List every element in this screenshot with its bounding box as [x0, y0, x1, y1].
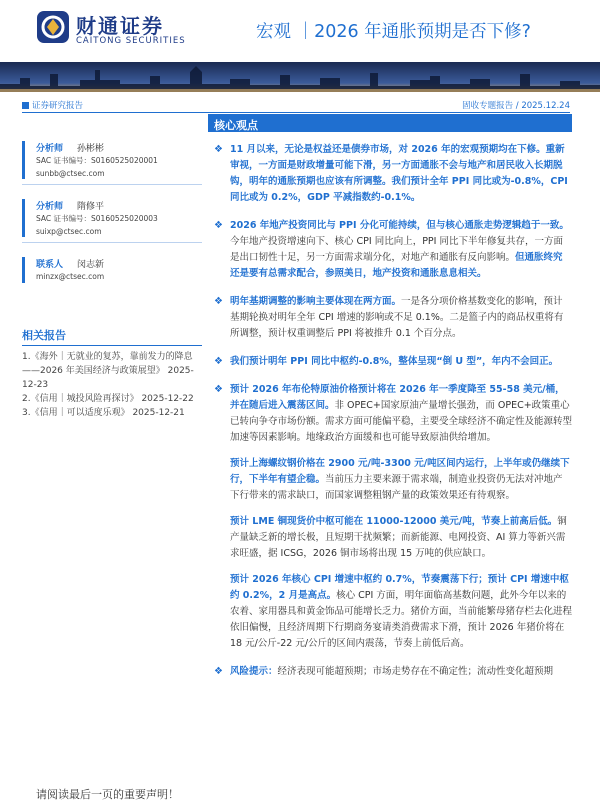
contact-email[interactable]: minzx@ctsec.com	[36, 272, 105, 281]
analyst-name: 孙彬彬	[77, 144, 105, 154]
diamond-bullet-icon: ❖	[214, 384, 223, 395]
contact-card	[22, 242, 202, 287]
report-title: 宏观 ｜2026 年通胀预期是否下修?	[256, 22, 531, 42]
analyst-name: 隋修平	[77, 202, 105, 212]
skyline-banner	[0, 62, 600, 92]
header-rule	[22, 112, 570, 113]
report-type	[22, 99, 83, 111]
accent-bar	[22, 141, 25, 179]
disclaimer-note: 请阅读最后一页的重要声明！	[36, 788, 179, 800]
contact-role: 联系人 闵志新	[36, 260, 105, 270]
logo-mark-icon	[36, 10, 70, 44]
meta-line	[22, 99, 570, 111]
risk-warning: ❖ 风险提示：经济表现可能超预期；市场走势存在不确定性；流动性变化超预期	[208, 664, 572, 680]
related-report-item[interactable]: 3.《信用｜可以适度乐观》 2025-12-21	[22, 408, 185, 418]
analyst-card	[22, 184, 202, 242]
analyst-cert: SAC 证书编号：S0160525020003	[36, 214, 158, 223]
diamond-bullet-icon: ❖	[214, 144, 223, 155]
report-category-date: 固收专题报告 / 2025.12.24	[462, 101, 570, 111]
analyst-role: 分析师 隋修平	[36, 202, 105, 212]
analyst-email[interactable]: suixp@ctsec.com	[36, 227, 102, 236]
key-points-header: 核心观点	[208, 114, 572, 132]
key-point: ❖ 预计 2026 年布伦特原油价格预计将在 2026 年一季度降至 55-58 美元/桶，并在随后进入震荡区间。非 OPEC+国家原油产量增长强劲，而 OPEC+政策重心已转向争夺市场份额。需求方面可能偏平稳，主要受全球经济不确定性及能源转型加速等因素影响。地缘政治方面缓和也可能导致原油供给增加。	[214, 384, 573, 443]
key-points-column	[208, 114, 572, 680]
key-point-sub: 预计 LME 铜现货价中枢可能在 11000-12000 美元/吨，节奏上前高后低。铜产量缺乏新的增长极，且短期干扰频繁；而新能源、电网投资、AI 算力等新兴需求旺盛，据 ICSG，2026 铜市场将出现 15 万吨的供应缺口。	[230, 516, 567, 559]
key-point: ❖ 11 月以来，无论是权益还是债券市场，对 2026 年的宏观预期均在下修。重新审视，一方面是财政增量可能下滑，另一方面通胀不会与地产和居民收入长期脱钩，明年的通胀预期也应该有所调整。我们预计全年 PPI 同比或为-0.8%，CPI 同比或为 0.2%，GDP 平减指数约-0.1%。	[214, 144, 568, 203]
related-report-item[interactable]: 1.《海外｜无就业的复苏，靠前发力的降息——2026 年美国经济与政策展望》 2025-12-23	[22, 352, 194, 390]
related-reports-title: 相关报告	[22, 327, 202, 346]
diamond-bullet-icon: ❖	[214, 296, 223, 307]
key-point-sub: 预计 2026 年核心 CPI 增速中枢约 0.7%，节奏震荡下行；预计 CPI 增速中枢约 0.2%，2 月是高点。核心 CPI 方面，明年面临高基数问题，此外今年以来的农着、家用器具和黄金饰品可能增长乏力。猪价方面，当前能繁母猪存栏去化进程依旧偏慢，且经济周期下行期商务宴请类消费需求下滑，预计 2026 年猪价将在 18 元/公斤-22 元/公斤的区间内震荡，节奏上前低后高。	[230, 574, 573, 649]
key-point: ❖ 2026 年地产投资同比与 PPI 分化可能持续，但与核心通胀走势逻辑趋于一致。今年地产投资增速向下、核心 CPI 同比向上，PPI 同比下半年修复共存，一方面是出口韧性十足，另一方面需求端分化，对地产和通胀有反向影响。但通胀终究还是要有总需求配合，参照美日，地产投资和通胀息息相关。	[214, 220, 569, 279]
diamond-bullet-icon: ❖	[214, 356, 223, 367]
diamond-bullet-icon: ❖	[214, 220, 223, 231]
page-header	[0, 0, 600, 70]
related-report-item[interactable]: 2.《信用｜城投风险再探讨》 2025-12-22	[22, 394, 194, 404]
contact-name: 闵志新	[77, 260, 105, 270]
related-reports-list	[22, 350, 202, 420]
diamond-bullet-icon: ❖	[214, 666, 223, 677]
key-point-sub: 预计上海螺纹钢价格在 2900 元/吨-3300 元/吨区间内运行，上半年或仍继续下行，下半年有望企稳。当前压力主要来源于需求端，制造业投资仍无法对冲地产下行带来的需求缺口，而国家调整粗钢产量的政策效果还有待观察。	[230, 458, 570, 501]
report-type-label: 证券研究报告	[32, 101, 84, 111]
left-sidebar	[22, 116, 202, 420]
analyst-cert: SAC 证书编号：S0160525020001	[36, 156, 158, 165]
analyst-role: 分析师 孙彬彬	[36, 144, 105, 154]
related-reports	[22, 327, 202, 420]
logo-english: CAITONG SECURITIES	[76, 36, 186, 46]
key-point: ❖ 我们预计明年 PPI 同比中枢约-0.8%，整体呈现“倒 U 型”，年内不会回正。	[208, 354, 572, 370]
logo-chinese: 财通证券	[76, 14, 164, 38]
analyst-card	[22, 116, 202, 184]
company-logo	[36, 8, 186, 54]
analyst-email[interactable]: sunbb@ctsec.com	[36, 169, 105, 178]
accent-bar	[22, 199, 25, 237]
accent-bar	[22, 257, 25, 283]
key-point: ❖ 明年基期调整的影响主要体现在两方面。一是各分项价格基数变化的影响，预计基期轮换对明年全年 CPI 增速的影响或不足 0.1%。二是篮子内的商品权重将有所调整，预计权重调整后 PPI 将被推升 0.1 个百分点。	[214, 296, 564, 339]
square-bullet-icon	[22, 102, 29, 109]
